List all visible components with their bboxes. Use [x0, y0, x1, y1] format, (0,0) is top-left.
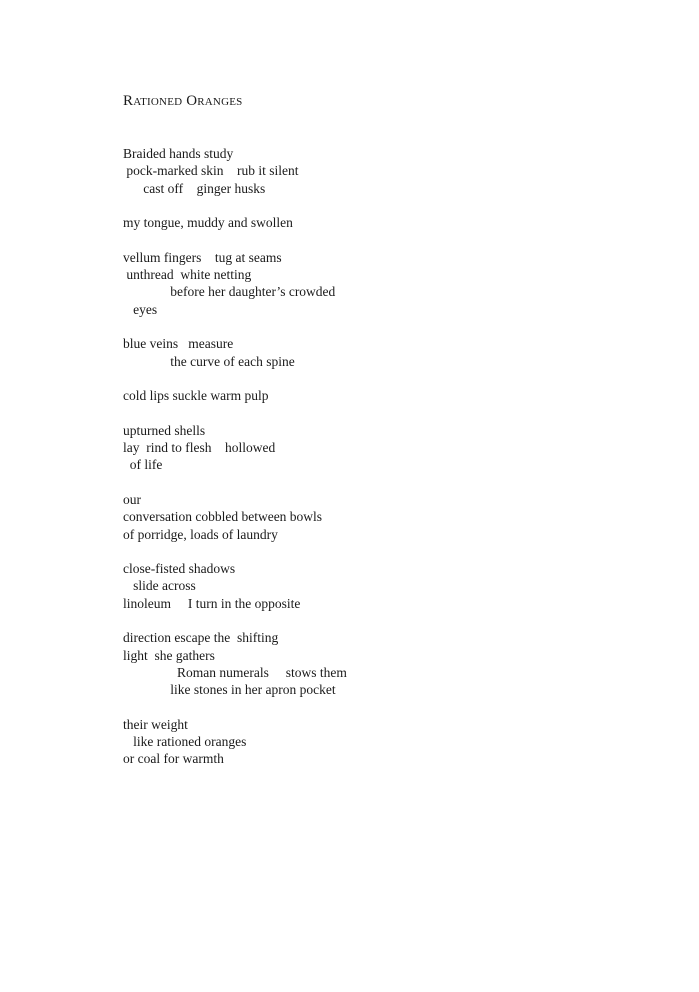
poem-line: close-fisted shadows: [123, 561, 236, 577]
poem-line: pock-marked skin rub it silent: [123, 163, 299, 179]
stanza: [123, 214, 643, 231]
stanza: [123, 491, 643, 543]
poem-line: of life: [123, 457, 163, 473]
poem-title: Rationed Oranges: [123, 93, 243, 109]
poem-line: like rationed oranges: [123, 734, 247, 750]
poem-line: like stones in her apron pocket: [123, 682, 336, 698]
stanza: [123, 629, 643, 698]
poem-body: [123, 145, 643, 785]
poem-line: before her daughter’s crowded: [123, 284, 336, 300]
poem-line: eyes: [123, 301, 158, 317]
poem-line: upturned shells: [123, 422, 206, 438]
poem-line: direction escape the shifting: [123, 630, 279, 646]
poem-line: their weight: [123, 716, 188, 732]
poem-line: Roman numerals stows them: [123, 664, 347, 680]
poem-line: the curve of each spine: [123, 353, 295, 369]
stanza: [123, 422, 643, 474]
stanza: [123, 387, 643, 404]
poem-line: linoleum I turn in the opposite: [123, 595, 301, 611]
stanza: [123, 716, 643, 768]
poem-line: cold lips suckle warm pulp: [123, 388, 269, 404]
stanza: [123, 145, 643, 197]
stanza: [123, 249, 643, 318]
poem-line: light she gathers: [123, 647, 215, 663]
stanza: [123, 335, 643, 370]
poem-line: blue veins measure: [123, 336, 234, 352]
poem-line: lay rind to flesh hollowed: [123, 440, 276, 456]
poem-line: unthread white netting: [123, 267, 252, 283]
poem-line: or coal for warmth: [123, 751, 224, 767]
poem-line: vellum fingers tug at seams: [123, 249, 282, 265]
poem-line: of porridge, loads of laundry: [123, 526, 278, 542]
poem-line: conversation cobbled between bowls: [123, 509, 323, 525]
poem-line: my tongue, muddy and swollen: [123, 215, 293, 231]
poem-line: our: [123, 491, 141, 507]
poem-line: Braided hands study: [123, 146, 234, 161]
poem-line: cast off ginger husks: [123, 180, 266, 196]
stanza: [123, 560, 643, 612]
poem-line: slide across: [123, 578, 196, 594]
